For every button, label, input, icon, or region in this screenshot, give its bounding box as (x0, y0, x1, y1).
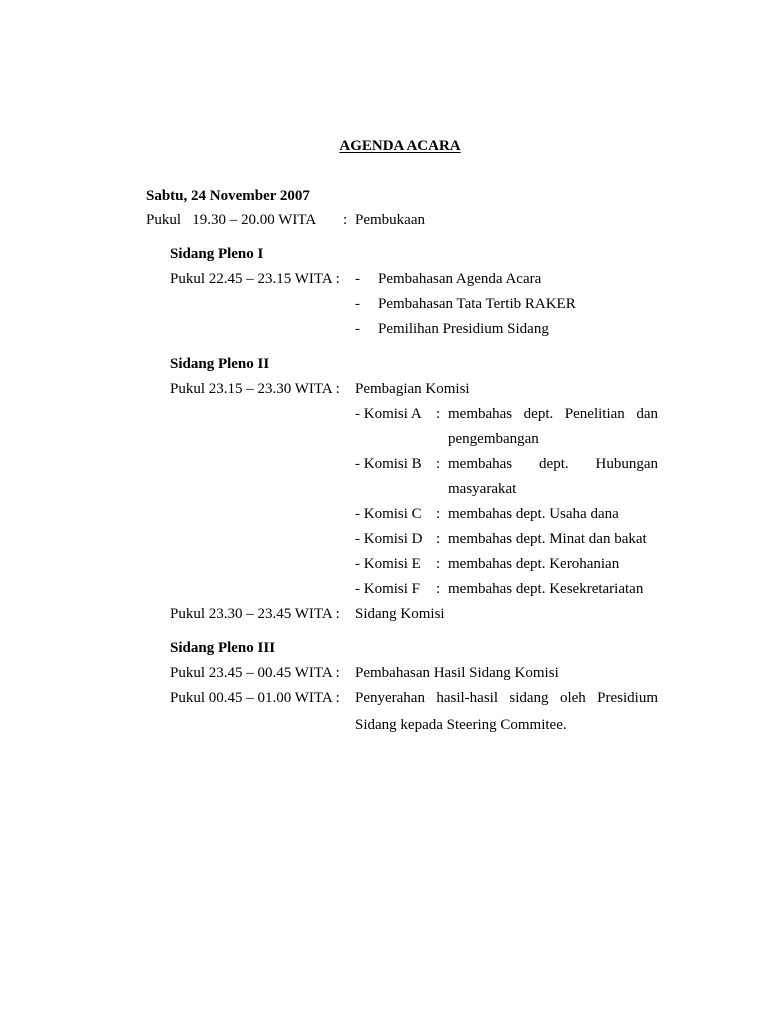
pleno1-item-dash: - (355, 321, 360, 337)
pleno2-activity: Pembagian Komisi (355, 381, 470, 397)
pleno3-time1: Pukul 23.45 – 00.45 WITA : (170, 665, 340, 681)
komisi-name: - Komisi F (355, 581, 421, 597)
komisi-colon: : (436, 531, 441, 547)
pleno1-item-text: Pembahasan Tata Tertib RAKER (378, 296, 576, 312)
pleno2-time: Pukul 23.15 – 23.30 WITA : (170, 381, 340, 397)
pleno3-activity1: Pembahasan Hasil Sidang Komisi (355, 665, 559, 681)
pleno3-activity2-cont: Sidang kepada Steering Commitee. (355, 717, 567, 733)
page-title: AGENDA ACARA (339, 138, 461, 154)
komisi-desc: membahas dept. Minat dan bakat (448, 531, 647, 547)
date-heading: Sabtu, 24 November 2007 (146, 188, 310, 204)
pleno1-item-dash: - (355, 296, 360, 312)
komisi-desc: membahas dept. Usaha dana (448, 506, 619, 522)
komisi-desc: membahas dept. Hubungan (448, 456, 658, 472)
pleno1-time: Pukul 22.45 – 23.15 WITA : (170, 271, 340, 287)
komisi-desc: membahas dept. Kerohanian (448, 556, 620, 572)
opening-time: Pukul 19.30 – 20.00 WITA (146, 212, 317, 228)
komisi-colon: : (436, 456, 441, 472)
komisi-desc-cont: masyarakat (448, 481, 517, 497)
komisi-desc-cont: pengembangan (448, 431, 539, 447)
komisi-name: - Komisi C (355, 506, 422, 522)
pleno1-heading: Sidang Pleno I (170, 246, 264, 262)
pleno3-time2: Pukul 00.45 – 01.00 WITA : (170, 690, 340, 706)
komisi-colon: : (436, 406, 441, 422)
komisi-desc: membahas dept. Penelitian dan (448, 406, 658, 422)
pleno1-item-text: Pembahasan Agenda Acara (378, 271, 542, 287)
opening-colon: : (343, 212, 348, 228)
opening-activity: Pembukaan (355, 212, 425, 228)
pleno1-item-text: Pemilihan Presidium Sidang (378, 321, 549, 337)
pleno2-heading: Sidang Pleno II (170, 356, 270, 372)
pleno3-activity2: Penyerahan hasil-hasil sidang oleh Presidium (355, 690, 658, 706)
komisi-desc: membahas dept. Kesekretariatan (448, 581, 644, 597)
komisi-colon: : (436, 581, 441, 597)
komisi-name: - Komisi D (355, 531, 423, 547)
pleno1-item-dash: - (355, 271, 360, 287)
komisi-name: - Komisi E (355, 556, 421, 572)
komisi-colon: : (436, 506, 441, 522)
komisi-name: - Komisi A (355, 406, 422, 422)
pleno2-activity2: Sidang Komisi (355, 606, 445, 622)
pleno2-time2: Pukul 23.30 – 23.45 WITA : (170, 606, 340, 622)
komisi-colon: : (436, 556, 441, 572)
komisi-name: - Komisi B (355, 456, 422, 472)
pleno3-heading: Sidang Pleno III (170, 640, 276, 656)
